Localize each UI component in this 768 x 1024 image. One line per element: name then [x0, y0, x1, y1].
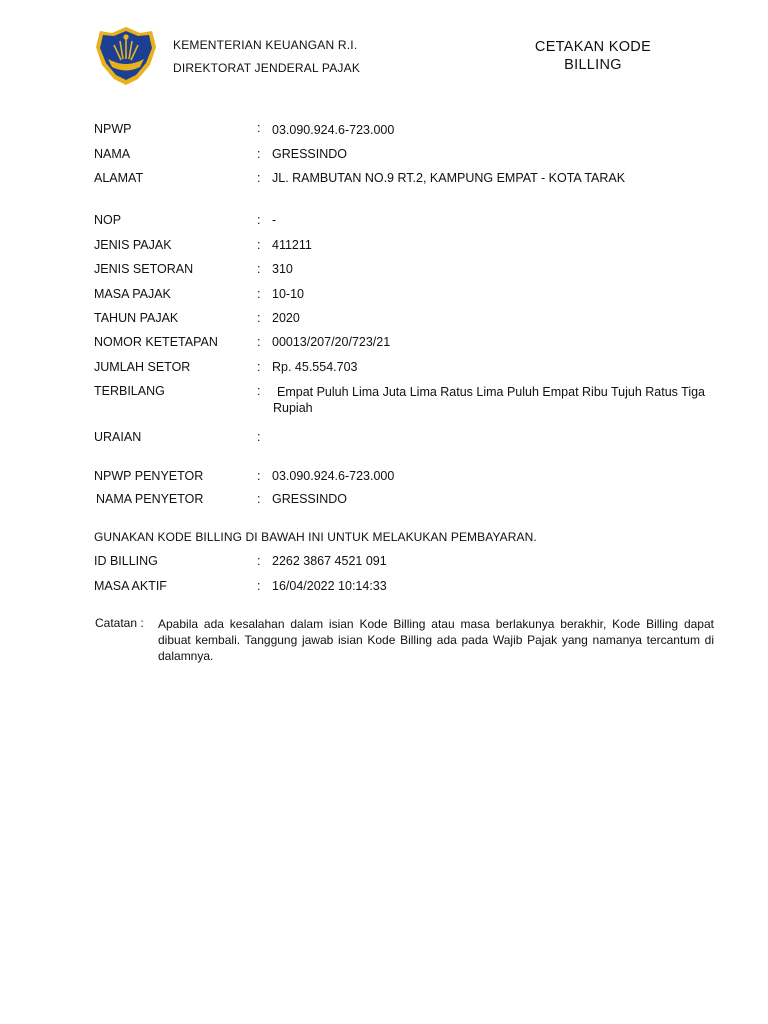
jumlah-setor-label: JUMLAH SETOR [94, 360, 191, 374]
colon: : [257, 171, 261, 185]
nama-penyetor-label: NAMA PENYETOR [96, 492, 204, 506]
billing-notice: GUNAKAN KODE BILLING DI BAWAH INI UNTUK MELAKUKAN PEMBAYARAN. [94, 530, 537, 544]
masa-aktif-value: 16/04/2022 10:14:33 [272, 579, 387, 593]
id-billing-label: ID BILLING [94, 554, 158, 568]
nama-row [94, 147, 734, 167]
nama-label: NAMA [94, 147, 131, 161]
colon: : [257, 311, 261, 325]
colon: : [257, 360, 261, 374]
note-label: Catatan : [95, 616, 144, 630]
colon: : [257, 579, 261, 593]
uraian-row [94, 430, 734, 450]
note-text: Apabila ada kesalahan dalam isian Kode Billing atau masa berlakunya berakhir, Kode Billing dapat dibuat kembali. Tanggung jawab isian Kode Billing ada pada Wajib Pajak yang namanya tercantum di dalamnya. [158, 617, 714, 663]
masa-pajak-value: 10-10 [272, 287, 304, 301]
colon: : [257, 287, 261, 301]
jenis-setoran-row [94, 262, 734, 282]
nama-penyetor-row [94, 492, 734, 512]
nop-label: NOP [94, 213, 122, 227]
tahun-pajak-value: 2020 [272, 311, 300, 325]
npwp-value: 03.090.924.6-723.000 [272, 123, 395, 137]
npwp-label: NPWP [94, 122, 132, 136]
masa-aktif-row [94, 579, 734, 599]
colon: : [257, 147, 261, 161]
nama-penyetor-value: GRESSINDO [272, 492, 348, 506]
alamat-value: JL. RAMBUTAN NO.9 RT.2, KAMPUNG EMPAT - KOTA TARAK [272, 171, 626, 185]
terbilang-row [94, 384, 734, 418]
jenis-pajak-label: JENIS PAJAK [94, 238, 172, 252]
npwp-penyetor-row [94, 469, 734, 489]
jumlah-setor-value: Rp. 45.554.703 [272, 360, 358, 374]
colon: : [257, 121, 261, 135]
id-billing-value: 2262 3867 4521 091 [272, 554, 387, 568]
jenis-setoran-value: 310 [272, 262, 293, 276]
jenis-setoran-label: JENIS SETORAN [94, 262, 194, 276]
npwp-row [94, 122, 734, 142]
jumlah-setor-row [94, 360, 734, 380]
nama-value: GRESSINDO [272, 147, 348, 161]
colon: : [257, 554, 261, 568]
nop-value: - [272, 213, 277, 227]
jenis-pajak-row [94, 238, 734, 258]
colon: : [257, 238, 261, 252]
colon: : [257, 469, 261, 483]
document-title-line1: CETAKAN KODE [534, 39, 652, 55]
document-title [523, 38, 663, 74]
masa-pajak-row [94, 287, 734, 307]
colon: : [257, 262, 261, 276]
tahun-pajak-label: TAHUN PAJAK [94, 311, 179, 325]
kemenkeu-logo [94, 25, 158, 87]
nomor-ketetapan-value: 00013/207/20/723/21 [272, 335, 391, 349]
alamat-row [94, 171, 734, 191]
nop-row [94, 213, 734, 233]
ministry-name: KEMENTERIAN KEUANGAN R.I. [173, 38, 358, 52]
npwp-penyetor-label: NPWP PENYETOR [94, 469, 204, 483]
npwp-penyetor-value: 03.090.924.6-723.000 [272, 469, 395, 483]
colon: : [257, 335, 261, 349]
id-billing-row [94, 554, 734, 574]
colon: : [257, 213, 261, 227]
masa-aktif-label: MASA AKTIF [94, 579, 167, 593]
terbilang-label: TERBILANG [94, 384, 165, 398]
uraian-label: URAIAN [94, 430, 142, 444]
terbilang-value: Empat Puluh Lima Juta Lima Ratus Lima Puluh Empat Ribu Tujuh Ratus Tiga Rupiah [273, 385, 705, 415]
directorate-name: DIREKTORAT JENDERAL PAJAK [173, 61, 361, 75]
document-title-line2: BILLING [564, 57, 622, 73]
jenis-pajak-value: 411211 [272, 238, 312, 252]
colon: : [257, 492, 261, 506]
alamat-label: ALAMAT [94, 171, 144, 185]
colon: : [257, 384, 261, 398]
masa-pajak-label: MASA PAJAK [94, 287, 171, 301]
tahun-pajak-row [94, 311, 734, 331]
colon: : [257, 430, 261, 444]
nomor-ketetapan-row [94, 335, 734, 355]
nomor-ketetapan-label: NOMOR KETETAPAN [94, 335, 218, 349]
